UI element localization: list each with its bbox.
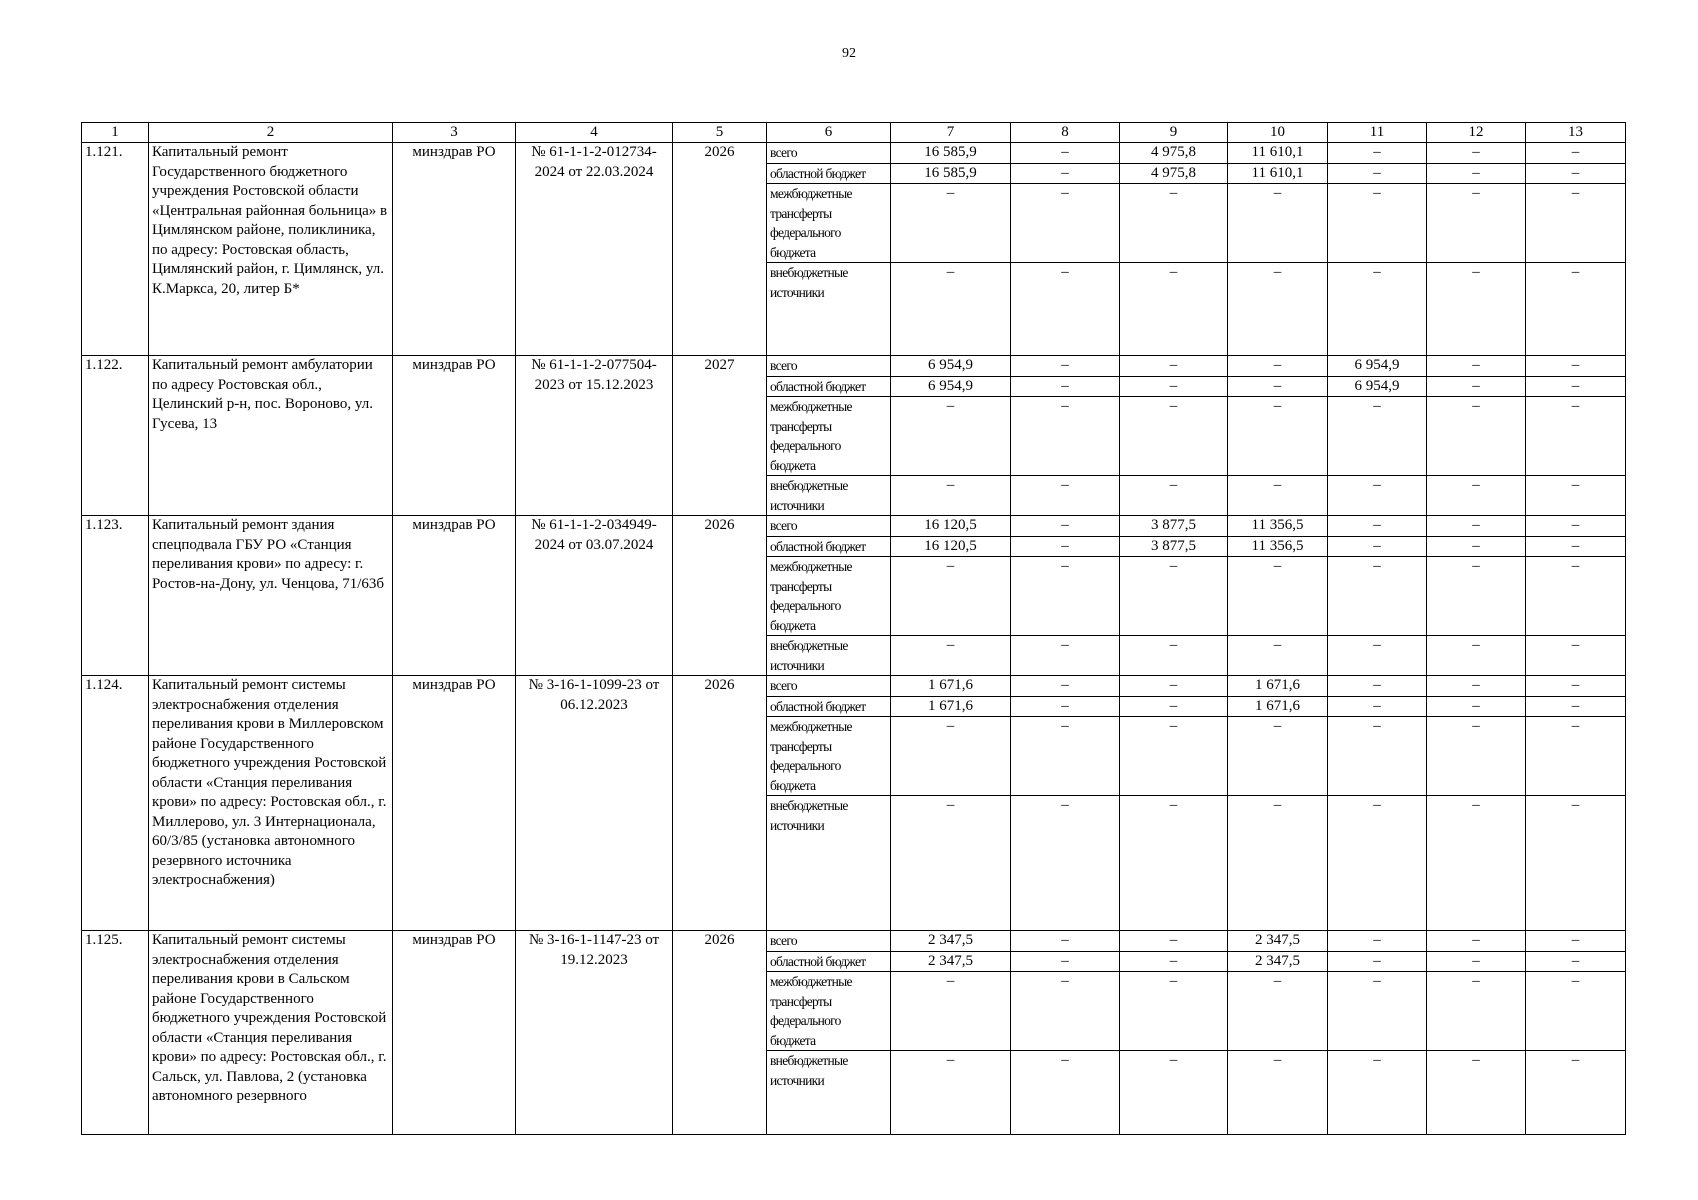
value-cell: –: [1011, 636, 1120, 676]
funding-source-label: областной бюджет: [767, 376, 891, 397]
value-cell: –: [1526, 143, 1626, 164]
column-header: 13: [1526, 123, 1626, 143]
value-cell: –: [891, 636, 1011, 676]
value-cell: –: [1228, 184, 1328, 263]
table-row: [82, 676, 1626, 697]
value-cell: –: [1228, 356, 1328, 377]
column-header: 3: [393, 123, 516, 143]
value-cell: –: [1427, 636, 1526, 676]
value-cell: 1 671,6: [891, 696, 1011, 717]
value-cell: –: [1526, 972, 1626, 1051]
value-cell: –: [1120, 557, 1228, 636]
funding-source-label: межбюджетные трансферты федерального бюджета: [767, 972, 891, 1051]
column-header: 11: [1328, 123, 1427, 143]
value-cell: 3 877,5: [1120, 516, 1228, 537]
value-cell: –: [1120, 796, 1228, 931]
value-cell: –: [1228, 636, 1328, 676]
value-cell: –: [891, 557, 1011, 636]
value-cell: –: [891, 972, 1011, 1051]
value-cell: –: [1228, 263, 1328, 356]
page-number: 92: [842, 46, 856, 61]
value-cell: –: [1011, 143, 1120, 164]
project-year: 2026: [673, 676, 767, 931]
project-year: 2026: [673, 143, 767, 356]
table-row: [82, 516, 1626, 537]
value-cell: –: [1427, 717, 1526, 796]
value-cell: –: [1427, 796, 1526, 931]
value-cell: –: [1427, 397, 1526, 476]
budget-table: [81, 122, 1626, 1135]
column-header: 4: [516, 123, 673, 143]
project-name: Капитальный ремонт Государственного бюджетного учреждения Ростовской области «Центральная районная больница» в Цимлянском районе, поликлиника, по адресу: Ростовская область, Цимлянский район, г. Цимлянск, ул. К.Маркса, 20, литер Б*: [149, 143, 393, 356]
value-cell: –: [1328, 717, 1427, 796]
header-row: [82, 123, 1626, 143]
value-cell: –: [1328, 143, 1427, 164]
funding-source-label: внебюджетные источники: [767, 263, 891, 356]
value-cell: –: [1011, 1051, 1120, 1135]
value-cell: –: [1011, 263, 1120, 356]
project-year: 2026: [673, 931, 767, 1135]
column-header: 7: [891, 123, 1011, 143]
value-cell: –: [1526, 263, 1626, 356]
value-cell: –: [1328, 184, 1427, 263]
value-cell: –: [1526, 636, 1626, 676]
value-cell: –: [1328, 676, 1427, 697]
value-cell: –: [1526, 1051, 1626, 1135]
value-cell: –: [1228, 376, 1328, 397]
funding-source-label: всего: [767, 143, 891, 164]
value-cell: –: [1011, 376, 1120, 397]
value-cell: 6 954,9: [1328, 376, 1427, 397]
value-cell: –: [1526, 557, 1626, 636]
value-cell: 11 610,1: [1228, 143, 1328, 164]
value-cell: 16 120,5: [891, 516, 1011, 537]
value-cell: –: [1328, 263, 1427, 356]
column-header: 9: [1120, 123, 1228, 143]
value-cell: –: [1120, 676, 1228, 697]
value-cell: –: [1427, 1051, 1526, 1135]
value-cell: –: [1228, 476, 1328, 516]
funding-source-label: областной бюджет: [767, 696, 891, 717]
value-cell: –: [1011, 184, 1120, 263]
column-header: 12: [1427, 123, 1526, 143]
value-cell: –: [1011, 516, 1120, 537]
value-cell: 1 671,6: [1228, 676, 1328, 697]
value-cell: –: [1120, 184, 1228, 263]
value-cell: –: [1228, 972, 1328, 1051]
column-header: 6: [767, 123, 891, 143]
project-organization: минздрав РО: [393, 931, 516, 1135]
column-header: 5: [673, 123, 767, 143]
project-name: Капитальный ремонт здания спецподвала ГБУ РО «Станция переливания крови» по адресу: г. Ростов-на-Дону, ул. Ченцова, 71/63б: [149, 516, 393, 676]
value-cell: 1 671,6: [1228, 696, 1328, 717]
value-cell: 2 347,5: [891, 951, 1011, 972]
value-cell: –: [1427, 972, 1526, 1051]
value-cell: –: [1526, 397, 1626, 476]
funding-source-label: областной бюджет: [767, 163, 891, 184]
value-cell: –: [1120, 636, 1228, 676]
funding-source-label: межбюджетные трансферты федерального бюджета: [767, 397, 891, 476]
value-cell: –: [1011, 356, 1120, 377]
value-cell: –: [1328, 476, 1427, 516]
value-cell: –: [1120, 476, 1228, 516]
value-cell: –: [1011, 951, 1120, 972]
project-year: 2026: [673, 516, 767, 676]
value-cell: –: [1328, 951, 1427, 972]
value-cell: –: [1427, 557, 1526, 636]
value-cell: 16 120,5: [891, 536, 1011, 557]
value-cell: 3 877,5: [1120, 536, 1228, 557]
value-cell: –: [1328, 536, 1427, 557]
value-cell: –: [1427, 931, 1526, 952]
value-cell: –: [1011, 676, 1120, 697]
value-cell: –: [1120, 931, 1228, 952]
value-cell: –: [1011, 397, 1120, 476]
project-document: № 61-1-1-2-012734-2024 от 22.03.2024: [516, 143, 673, 356]
value-cell: –: [1011, 796, 1120, 931]
value-cell: –: [1427, 376, 1526, 397]
value-cell: –: [1427, 163, 1526, 184]
value-cell: –: [1011, 931, 1120, 952]
project-document: № 3-16-1-1099-23 от 06.12.2023: [516, 676, 673, 931]
value-cell: –: [1328, 163, 1427, 184]
value-cell: –: [1526, 516, 1626, 537]
value-cell: –: [1120, 263, 1228, 356]
value-cell: –: [1427, 263, 1526, 356]
value-cell: –: [1526, 184, 1626, 263]
value-cell: –: [1427, 676, 1526, 697]
value-cell: –: [1228, 557, 1328, 636]
value-cell: 2 347,5: [1228, 931, 1328, 952]
value-cell: –: [1228, 1051, 1328, 1135]
value-cell: –: [1228, 397, 1328, 476]
value-cell: –: [1328, 636, 1427, 676]
column-header: 2: [149, 123, 393, 143]
project-organization: минздрав РО: [393, 516, 516, 676]
value-cell: –: [1526, 717, 1626, 796]
project-organization: минздрав РО: [393, 356, 516, 516]
project-number: 1.121.: [82, 143, 149, 356]
project-name: Капитальный ремонт системы электроснабжения отделения переливания крови в Миллеровском районе Государственного бюджетного учреждения Ростовской области «Станция переливания крови» по адресу: Ростовская обл., г. Миллерово, ул. 3 Интернационала, 60/3/85 (установка автономного резервного источника электроснабжения): [149, 676, 393, 931]
value-cell: –: [1526, 676, 1626, 697]
value-cell: –: [1328, 557, 1427, 636]
table-row: [82, 356, 1626, 377]
project-document: № 3-16-1-1147-23 от 19.12.2023: [516, 931, 673, 1135]
funding-source-label: всего: [767, 516, 891, 537]
value-cell: 6 954,9: [1328, 356, 1427, 377]
value-cell: –: [1011, 972, 1120, 1051]
value-cell: –: [891, 717, 1011, 796]
value-cell: –: [1011, 557, 1120, 636]
value-cell: –: [1120, 717, 1228, 796]
project-year: 2027: [673, 356, 767, 516]
funding-source-label: внебюджетные источники: [767, 796, 891, 931]
project-name: Капитальный ремонт амбулатории по адресу Ростовская обл., Целинский р-н, пос. Вороново, ул. Гусева, 13: [149, 356, 393, 516]
value-cell: –: [1526, 536, 1626, 557]
value-cell: –: [891, 476, 1011, 516]
value-cell: 6 954,9: [891, 376, 1011, 397]
value-cell: –: [1526, 163, 1626, 184]
funding-source-label: внебюджетные источники: [767, 636, 891, 676]
value-cell: –: [1526, 356, 1626, 377]
value-cell: –: [1120, 696, 1228, 717]
value-cell: –: [1526, 476, 1626, 516]
value-cell: –: [1120, 397, 1228, 476]
value-cell: 11 356,5: [1228, 536, 1328, 557]
value-cell: –: [1526, 951, 1626, 972]
project-number: 1.125.: [82, 931, 149, 1135]
value-cell: –: [891, 397, 1011, 476]
value-cell: 11 356,5: [1228, 516, 1328, 537]
value-cell: –: [1427, 536, 1526, 557]
funding-source-label: внебюджетные источники: [767, 476, 891, 516]
column-header: 1: [82, 123, 149, 143]
value-cell: –: [1427, 516, 1526, 537]
value-cell: –: [1526, 696, 1626, 717]
value-cell: –: [1427, 184, 1526, 263]
project-name: Капитальный ремонт системы электроснабжения отделения переливания крови в Сальском районе Государственного бюджетного учреждения Ростовской области «Станция переливания крови» по адресу: Ростовская обл., г. Сальск, ул. Павлова, 2 (установка автономного резервного: [149, 931, 393, 1135]
value-cell: –: [891, 1051, 1011, 1135]
project-number: 1.124.: [82, 676, 149, 931]
value-cell: –: [891, 184, 1011, 263]
table-row: [82, 143, 1626, 164]
funding-source-label: всего: [767, 931, 891, 952]
project-number: 1.122.: [82, 356, 149, 516]
value-cell: –: [1526, 376, 1626, 397]
value-cell: –: [1011, 476, 1120, 516]
value-cell: –: [1120, 1051, 1228, 1135]
funding-source-label: всего: [767, 356, 891, 377]
funding-source-label: межбюджетные трансферты федерального бюджета: [767, 717, 891, 796]
value-cell: –: [1011, 536, 1120, 557]
value-cell: –: [1328, 397, 1427, 476]
value-cell: –: [1120, 356, 1228, 377]
value-cell: 4 975,8: [1120, 163, 1228, 184]
value-cell: –: [891, 263, 1011, 356]
value-cell: –: [1011, 696, 1120, 717]
value-cell: 6 954,9: [891, 356, 1011, 377]
value-cell: –: [1328, 972, 1427, 1051]
value-cell: –: [1526, 931, 1626, 952]
value-cell: –: [1228, 796, 1328, 931]
value-cell: –: [1427, 951, 1526, 972]
value-cell: –: [1328, 696, 1427, 717]
table-row: [82, 931, 1626, 952]
value-cell: 2 347,5: [891, 931, 1011, 952]
funding-source-label: всего: [767, 676, 891, 697]
value-cell: –: [1328, 1051, 1427, 1135]
value-cell: 2 347,5: [1228, 951, 1328, 972]
value-cell: –: [1120, 951, 1228, 972]
project-organization: минздрав РО: [393, 143, 516, 356]
funding-source-label: областной бюджет: [767, 951, 891, 972]
column-header: 8: [1011, 123, 1120, 143]
value-cell: 4 975,8: [1120, 143, 1228, 164]
funding-source-label: межбюджетные трансферты федерального бюджета: [767, 184, 891, 263]
value-cell: 1 671,6: [891, 676, 1011, 697]
project-document: № 61-1-1-2-077504-2023 от 15.12.2023: [516, 356, 673, 516]
value-cell: –: [1427, 476, 1526, 516]
value-cell: –: [1120, 376, 1228, 397]
funding-source-label: областной бюджет: [767, 536, 891, 557]
value-cell: –: [1427, 356, 1526, 377]
value-cell: 11 610,1: [1228, 163, 1328, 184]
value-cell: –: [1328, 931, 1427, 952]
value-cell: 16 585,9: [891, 163, 1011, 184]
value-cell: –: [1011, 163, 1120, 184]
project-organization: минздрав РО: [393, 676, 516, 931]
project-document: № 61-1-1-2-034949-2024 от 03.07.2024: [516, 516, 673, 676]
value-cell: –: [1427, 143, 1526, 164]
value-cell: –: [1328, 796, 1427, 931]
funding-source-label: межбюджетные трансферты федерального бюджета: [767, 557, 891, 636]
value-cell: –: [1120, 972, 1228, 1051]
project-number: 1.123.: [82, 516, 149, 676]
value-cell: –: [1328, 516, 1427, 537]
funding-source-label: внебюджетные источники: [767, 1051, 891, 1135]
value-cell: –: [891, 796, 1011, 931]
value-cell: 16 585,9: [891, 143, 1011, 164]
value-cell: –: [1526, 796, 1626, 931]
value-cell: –: [1011, 717, 1120, 796]
value-cell: –: [1427, 696, 1526, 717]
value-cell: –: [1228, 717, 1328, 796]
column-header: 10: [1228, 123, 1328, 143]
